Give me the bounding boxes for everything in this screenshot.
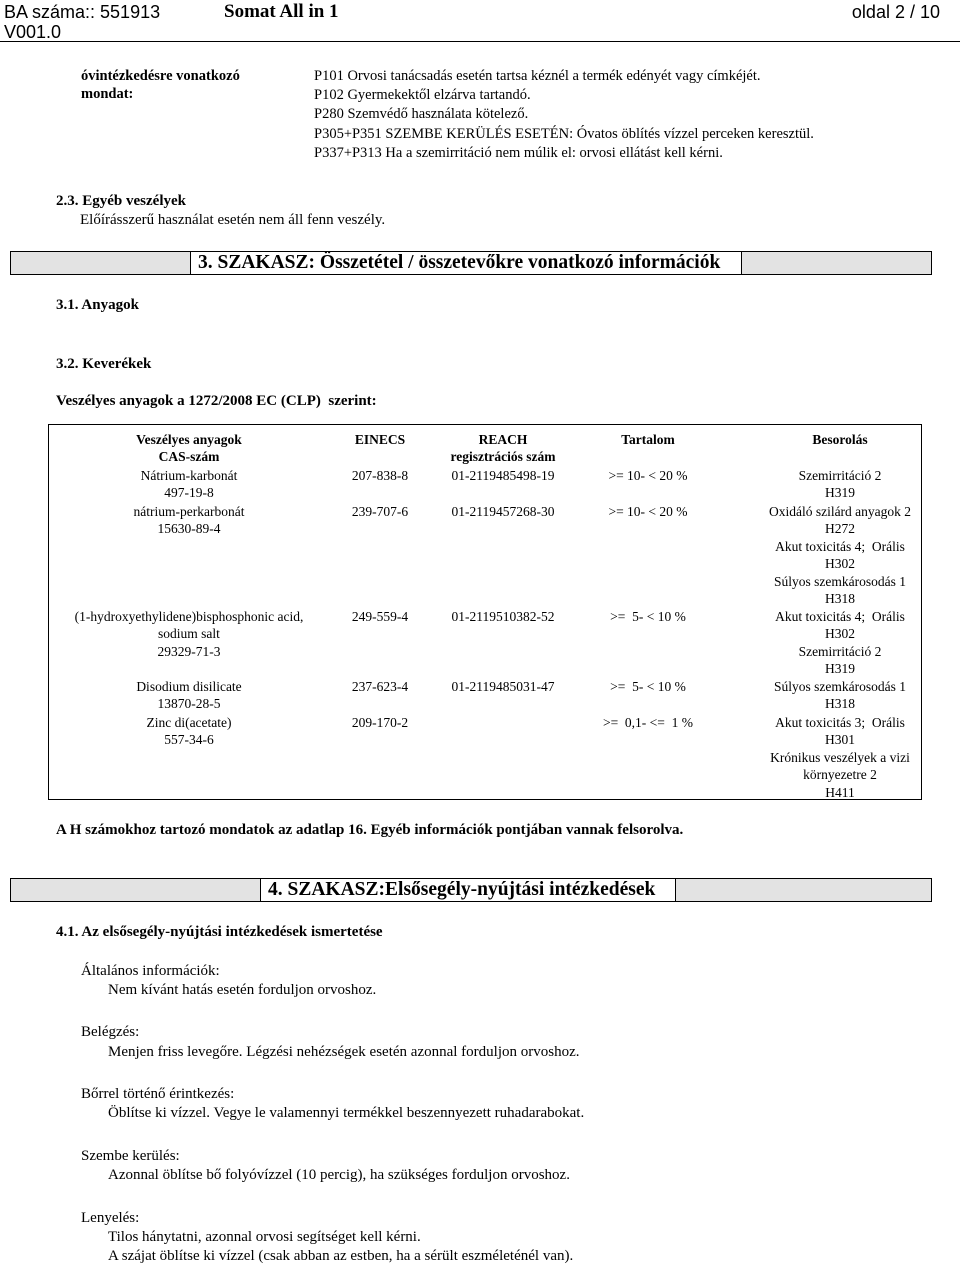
content-range: >= 0,1- <= 1 % xyxy=(602,715,694,730)
classification-line: Krónikus veszélyek a vizi xyxy=(770,749,910,765)
ingestion-text: A szájat öblítse ki vízzel (csak abban az estben, ha a sérült eszméleténél van). xyxy=(108,1248,574,1264)
classification-line: Súlyos szemkárosodás 1 xyxy=(774,679,906,694)
substance-name-cont: sodium salt xyxy=(158,626,220,642)
classification-line: Szemirritáció 2 xyxy=(798,468,882,483)
classification-line: H411 xyxy=(825,784,855,800)
header-cell xyxy=(100,431,278,466)
header-reach: REACH xyxy=(478,432,528,447)
general-info-text: Nem kívánt hatás esetén forduljon orvoshoz. xyxy=(108,982,377,998)
substance-name: Disodium disilicate xyxy=(136,679,242,694)
section-4-title: 4. SZAKASZ:Elsősegély-nyújtási intézkedések xyxy=(268,879,656,900)
reach-number: 01-2119457268-30 xyxy=(451,504,555,519)
clp-intro: Veszélyes anyagok a 1272/2008 EC (CLP) szerint: xyxy=(56,393,377,409)
classification-cell xyxy=(730,608,950,678)
header-reach-registration: regisztrációs szám xyxy=(450,449,556,465)
einecs-number: 207-838-8 xyxy=(351,468,409,483)
classification-line: H319 xyxy=(825,485,855,501)
cas-number: 13870-28-5 xyxy=(157,696,221,712)
header-content: Tartalom xyxy=(621,432,675,447)
classification-cell xyxy=(730,503,950,607)
einecs-number: 209-170-2 xyxy=(351,715,409,730)
header-page-number: oldal 2 / 10 xyxy=(851,2,940,22)
cas-number: 15630-89-4 xyxy=(157,521,221,537)
precaution-item: P280 Szemvédő használata kötelező. xyxy=(314,106,529,123)
mixtures-heading: 3.2. Keverékek xyxy=(56,356,152,372)
inhalation-text: Menjen friss levegőre. Légzési nehézségek esetén azonnal forduljon orvoshoz. xyxy=(108,1044,580,1060)
classification-line: Akut toxicitás 4; Orális xyxy=(775,538,905,554)
classification-line: környezetre 2 xyxy=(803,767,877,783)
precaution-item: P305+P351 SZEMBE KERÜLÉS ESETÉN: Óvatos öblítés vízzel perceken keresztül. xyxy=(314,125,814,142)
cas-number: 497-19-8 xyxy=(164,485,214,501)
einecs-number: 249-559-4 xyxy=(351,609,409,624)
header-divider xyxy=(0,41,960,42)
cas-number: 29329-71-3 xyxy=(157,643,221,659)
classification-line: Akut toxicitás 3; Orális xyxy=(775,715,905,730)
substance-cell xyxy=(100,503,278,538)
classification-line: Szemirritáció 2 xyxy=(798,643,882,659)
classification-line: H318 xyxy=(825,696,855,712)
einecs-number: 239-707-6 xyxy=(351,504,409,519)
header-cell xyxy=(430,431,576,466)
substance-name: (1-hydroxyethylidene)bisphosphonic acid, xyxy=(74,609,304,624)
ingestion-label: Lenyelés: xyxy=(81,1210,140,1226)
section-3-title: 3. SZAKASZ: Összetétel / összetevőkre vonatkozó információk xyxy=(198,252,721,273)
classification-line: H302 xyxy=(825,556,855,572)
classification-line: Súlyos szemkárosodás 1 xyxy=(774,573,906,589)
reach-number: 01-2119485498-19 xyxy=(451,468,555,483)
eye-contact-label: Szembe kerülés: xyxy=(81,1148,180,1164)
classification-line: Akut toxicitás 4; Orális xyxy=(775,609,905,624)
other-hazards-text: Előírásszerű használat esetén nem áll fenn veszély. xyxy=(80,212,386,228)
header-classification: Besorolás xyxy=(812,432,868,447)
skin-contact-label: Bőrrel történő érintkezés: xyxy=(81,1086,235,1102)
reach-number: 01-2119510382-52 xyxy=(451,609,555,624)
classification-cell xyxy=(730,467,950,502)
classification-line: H301 xyxy=(825,732,855,748)
first-aid-subheading: 4.1. Az elsősegély-nyújtási intézkedések ismertetése xyxy=(56,924,383,940)
substances-heading: 3.1. Anyagok xyxy=(56,297,139,313)
substance-cell xyxy=(100,467,278,502)
precaution-label: óvintézkedésre vonatkozó mondat: xyxy=(81,68,240,102)
h-statements-note: A H számokhoz tartozó mondatok az adatlap 16. Egyéb információk pontjában vannak felsorolva. xyxy=(56,822,684,838)
precaution-item: P102 Gyermekektől elzárva tartandó. xyxy=(314,87,531,104)
precaution-list xyxy=(314,67,814,163)
substance-name: nátrium-perkarbonát xyxy=(133,504,245,519)
precaution-item: P101 Orvosi tanácsadás esetén tartsa kéznél a termék edényét vagy címkéjét. xyxy=(314,68,761,84)
header-hazardous-substances: Veszélyes anyagok xyxy=(136,432,242,447)
classification-line: Oxidáló szilárd anyagok 2 xyxy=(768,504,912,519)
general-info-label: Általános információk: xyxy=(81,963,220,979)
substance-cell xyxy=(100,678,278,713)
precaution-item: P337+P313 Ha a szemirritáció nem múlik el: orvosi ellátást kell kérni. xyxy=(314,144,723,161)
substance-cell xyxy=(100,714,278,749)
reach-number: 01-2119485031-47 xyxy=(451,679,555,694)
header-cas-number: CAS-szám xyxy=(158,449,220,465)
skin-contact-text: Öblítse ki vízzel. Vegye le valamennyi termékkel beszennyezett ruhadarabokat. xyxy=(108,1105,585,1121)
ingestion-text: Tilos hánytatni, azonnal orvosi segítséget kell kérni. xyxy=(108,1229,421,1245)
einecs-number: 237-623-4 xyxy=(351,679,409,694)
header-version: V001.0 xyxy=(4,22,62,42)
substance-cell xyxy=(60,608,318,660)
classification-cell xyxy=(730,678,950,713)
content-range: >= 5- < 10 % xyxy=(610,609,686,624)
substance-name: Nátrium-karbonát xyxy=(140,468,238,483)
other-hazards-heading: 2.3. Egyéb veszélyek xyxy=(56,193,186,209)
content-range: >= 10- < 20 % xyxy=(608,504,688,519)
classification-line: H272 xyxy=(825,521,855,537)
cas-number: 557-34-6 xyxy=(164,732,214,748)
classification-line: H318 xyxy=(825,591,855,607)
content-range: >= 10- < 20 % xyxy=(608,468,688,483)
classification-line: H319 xyxy=(825,661,855,677)
header-einecs: EINECS xyxy=(354,432,406,447)
substance-name: Zinc di(acetate) xyxy=(146,715,232,730)
header-ba-number: BA száma:: 551913 xyxy=(4,2,161,22)
classification-line: H302 xyxy=(825,626,855,642)
content-range: >= 5- < 10 % xyxy=(610,679,686,694)
eye-contact-text: Azonnal öblítse bő folyóvízzel (10 percig), ha szükséges forduljon orvoshoz. xyxy=(108,1167,570,1183)
header-product-name: Somat All in 1 xyxy=(224,1,339,22)
inhalation-label: Belégzés: xyxy=(81,1024,140,1040)
classification-cell xyxy=(730,714,950,801)
